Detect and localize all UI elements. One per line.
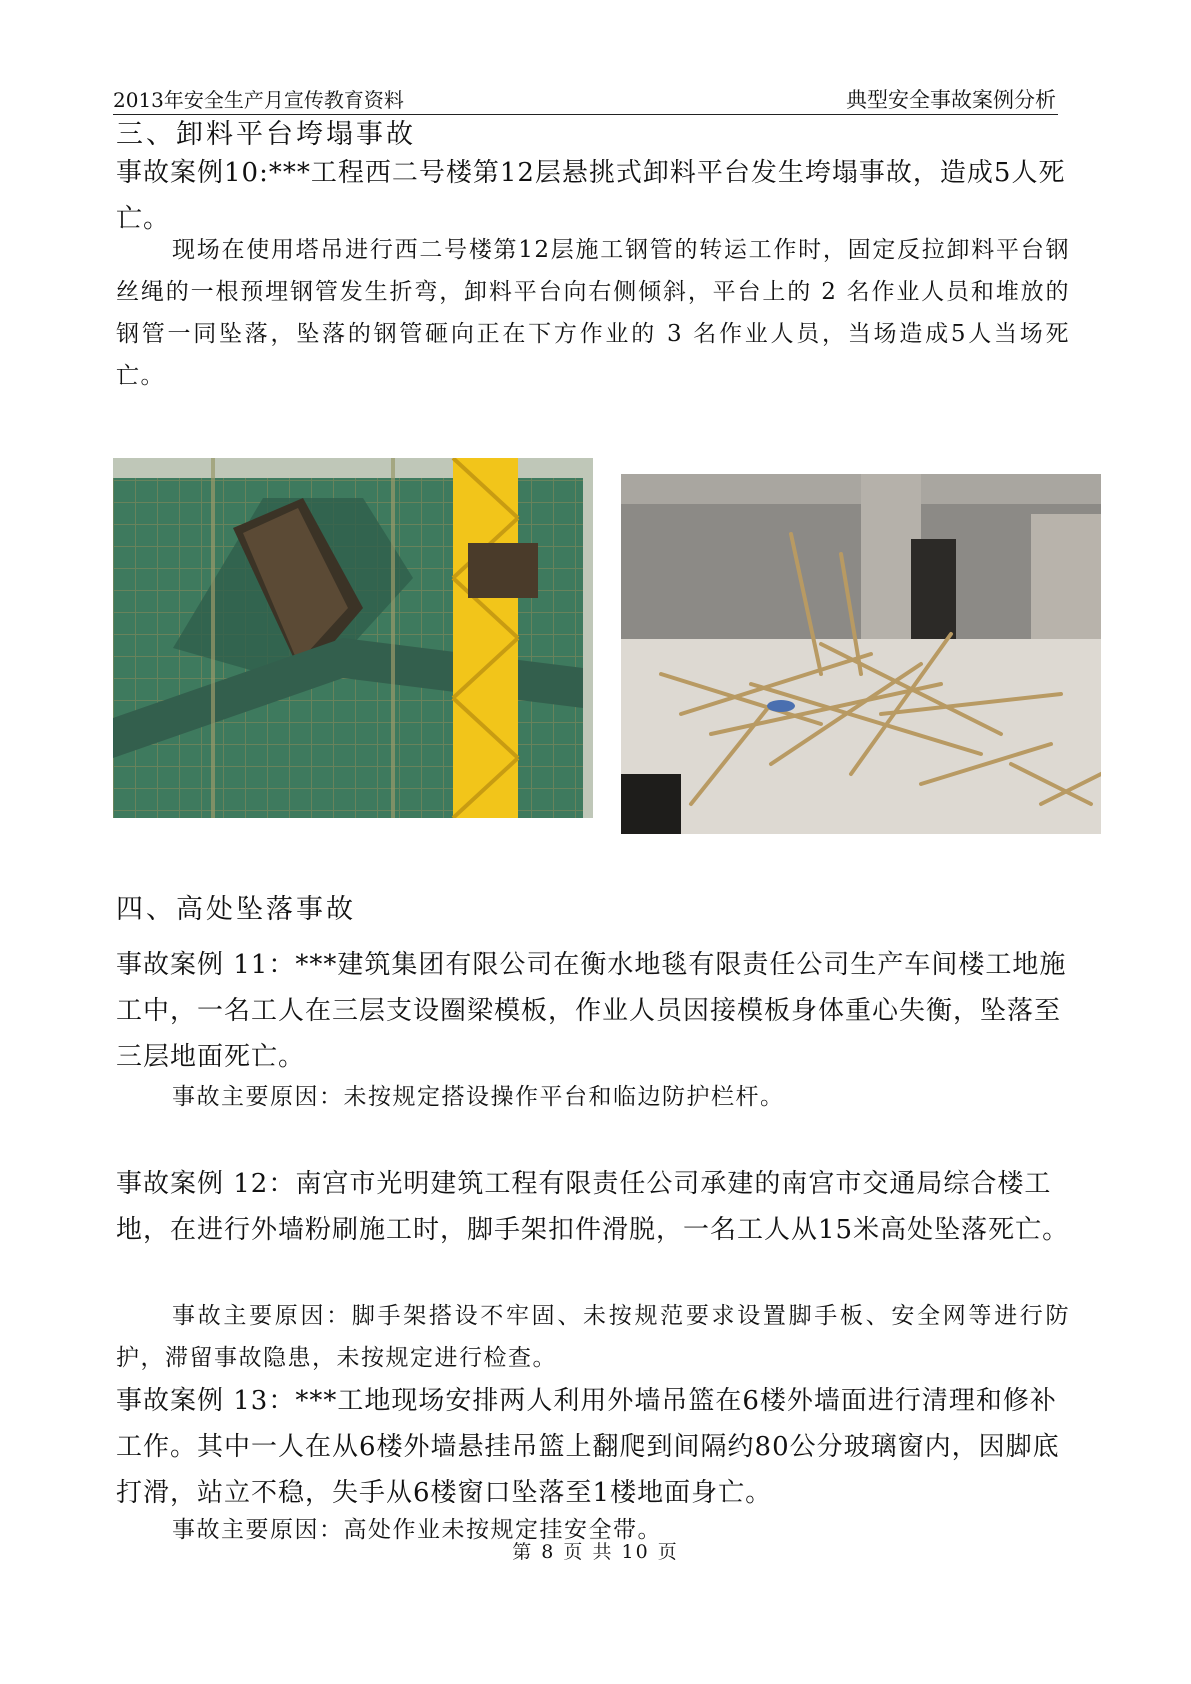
header-left-title: 2013年安全生产月宣传教育资料	[113, 88, 404, 112]
page-number: 第 8 页 共 10 页	[512, 1541, 679, 1563]
case-10-title: 事故案例10:***工程西二号楼第12层悬挑式卸料平台发生垮塌事故，造成5人死亡。	[116, 158, 1066, 234]
section-heading-falling-accidents: 四、高处坠落事故	[116, 894, 356, 925]
section-heading-platform-collapse: 三、卸料平台垮塌事故	[116, 119, 416, 150]
case-10-body: 现场在使用塔吊进行西二号楼第12层施工钢管的转运工作时，固定反拉卸料平台钢丝绳的一根预埋钢管发生折弯，卸料平台向右侧倾斜，平台上的 2 名作业人员和堆放的钢管一同坠落，坠落的钢管砸向正在下方作业的 3 名作业人员，当场造成5人当场死亡。	[116, 237, 1070, 389]
fallen-pipes-photo	[621, 474, 1101, 834]
case-13-title: 事故案例 13：***工地现场安排两人利用外墙吊篮在6楼外墙面进行清理和修补工作。其中一人在从6楼外墙悬挂吊篮上翻爬到间隔约80公分玻璃窗内，因脚底打滑，站立不稳，失手从6楼窗口坠落至1楼地面身亡。	[116, 1386, 1060, 1508]
scaffold-collapse-photo	[113, 458, 593, 818]
case-11-cause: 事故主要原因：未按规定搭设操作平台和临边防护栏杆。	[172, 1084, 785, 1110]
case-12-cause: 事故主要原因：脚手架搭设不牢固、未按规范要求设置脚手板、安全网等进行防护，滞留事故隐患，未按规定进行检查。	[116, 1303, 1070, 1371]
case-11-title: 事故案例 11：***建筑集团有限公司在衡水地毯有限责任公司生产车间楼工地施工中，一名工人在三层支设圈梁模板，作业人员因接模板身体重心失衡，坠落至三层地面死亡。	[116, 950, 1067, 1072]
case-12-title: 事故案例 12：南宫市光明建筑工程有限责任公司承建的南宫市交通局综合楼工地，在进行外墙粉刷施工时，脚手架扣件滑脱，一名工人从15米高处坠落死亡。	[116, 1169, 1070, 1245]
header-right-title: 典型安全事故案例分析	[846, 88, 1056, 112]
case-13-cause: 事故主要原因：高处作业未按规定挂安全带。	[172, 1517, 662, 1543]
